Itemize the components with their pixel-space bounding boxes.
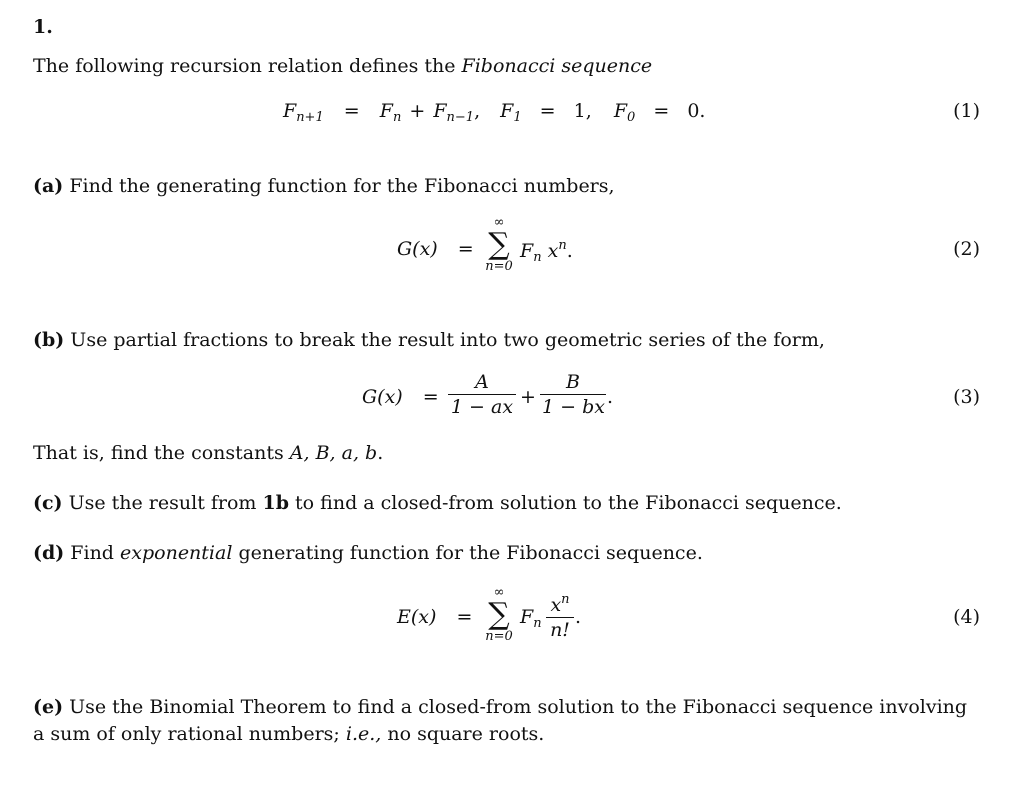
equation-3 [0,370,1024,430]
eq2-lhs-group [397,238,474,260]
eq2-summation [479,216,519,274]
eq1-init1-equals: = [539,100,556,122]
eq4-lhs-group [397,606,472,628]
part-e-text-after: no square roots. [381,723,545,745]
part-b-text: Use partial fractions to break the result into two geometric series of the form, [64,329,825,351]
eq2-period: . [566,240,573,262]
eq1-rhs-f2: F [433,100,447,122]
eq4-fraction [546,588,574,642]
eq2-term-f: F [520,240,534,262]
part-c-paragraph [33,491,842,515]
eq2-sum-top: ∞ [493,215,505,230]
eq1-equals: = [343,100,360,122]
eq4-summation [479,586,519,644]
eq1-lhs: F [283,100,297,122]
eq3-equals: = [422,386,439,408]
eq4-sum-symbol: ∑ [488,597,510,632]
eq1-number: (1) [953,100,980,122]
part-a-text: Find the generating function for the Fibonacci numbers, [63,175,615,197]
part-c-text-after: to find a closed-from solution to the Fibonacci sequence. [289,492,842,514]
equation-4 [0,584,1024,656]
part-d-term: exponential [120,542,233,564]
eq4-term-f: F [520,606,534,628]
eq3-fraction-1 [448,370,516,419]
intro-text: The following recursion relation defines the [33,55,462,77]
eq1-lhs-sub: n+1 [296,110,324,125]
eq1-rhs-f2-sub: n−1 [446,110,475,125]
part-a-paragraph [33,174,615,198]
eq1-init0-sub: 0 [627,110,636,125]
eq3-frac2-numerator: B [566,371,580,393]
eq1-init0: F [613,100,628,122]
equation-2 [0,216,1024,286]
eq2-term-x-sup: n [558,238,567,253]
eq4-equals: = [456,606,473,628]
eq2-sum-bottom: n=0 [485,259,513,274]
intro-paragraph [33,54,652,78]
problem-number: 1. [33,16,53,38]
eq3-frac1-numerator: A [475,371,489,393]
part-e-ie: i.e., [345,723,382,745]
eq1-rhs-f1-sub: n [392,110,402,125]
part-d-text-before: Find [64,542,121,564]
eq4-period: . [575,606,582,628]
eq3-plus: + [520,386,536,408]
eq1-init0-equals: = [653,100,670,122]
part-a-label: (a) [33,175,64,197]
intro-term: Fibonacci sequence [461,55,653,77]
eq4-frac-num-sup: n [561,592,570,607]
eq1-plus: + [409,100,426,122]
eq2-sum-symbol: ∑ [488,227,510,262]
eq4-term [520,606,542,631]
eq3-lhs: G(x) [362,386,403,408]
eq4-sum-top: ∞ [493,585,505,600]
eq1-comma: , [474,100,481,122]
eq4-frac-num-x: x [550,594,562,616]
that-is-period: . [377,442,384,464]
eq1-rhs-f1: F [379,100,393,122]
part-d-text-after: generating function for the Fibonacci sequence. [232,542,703,564]
part-c-label: (c) [33,492,63,514]
eq2-term-x: x [547,240,559,262]
part-b-paragraph [33,328,825,352]
eq1-init1: F [500,100,514,122]
eq1-init0-value: 0. [687,100,706,122]
eq2-lhs: G(x) [397,238,438,260]
eq3-period: . [607,386,614,408]
part-b-label: (b) [33,329,65,351]
eq2-term-f-sub: n [533,250,542,265]
eq3-lhs-group [362,386,439,408]
part-e-paragraph [33,694,983,748]
eq3-frac2-denominator: 1 − bx [542,396,605,418]
part-c-ref: 1b [262,492,289,514]
that-is-vars: A, B, a, b [289,442,378,464]
part-e-label: (e) [33,696,64,718]
part-c-text-before: Use the result from [62,492,263,514]
eq4-number: (4) [953,606,980,628]
eq2-number: (2) [953,238,980,260]
eq2-term [520,238,573,265]
that-is-text: That is, find the constants [33,442,290,464]
eq2-equals: = [457,238,474,260]
eq4-sum-bottom: n=0 [485,629,513,644]
eq1-content [283,100,705,125]
part-d-paragraph [33,541,703,565]
eq4-lhs: E(x) [397,606,437,628]
eq3-frac1-denominator: 1 − ax [450,396,514,418]
eq1-init1-value: 1, [573,100,592,122]
eq4-term-f-sub: n [533,616,542,631]
part-e-text-before: Use the Binomial Theorem to find a closed-from solution to the Fibonacci sequence involving a sum of only rational numbers; [33,696,968,745]
eq3-fraction-2 [540,370,606,419]
eq4-frac-numerator [546,588,574,617]
that-is-paragraph [33,441,383,465]
part-d-label: (d) [33,542,65,564]
eq4-frac-denominator: n! [550,619,570,641]
eq1-init1-sub: 1 [513,110,522,125]
eq3-number: (3) [953,386,980,408]
